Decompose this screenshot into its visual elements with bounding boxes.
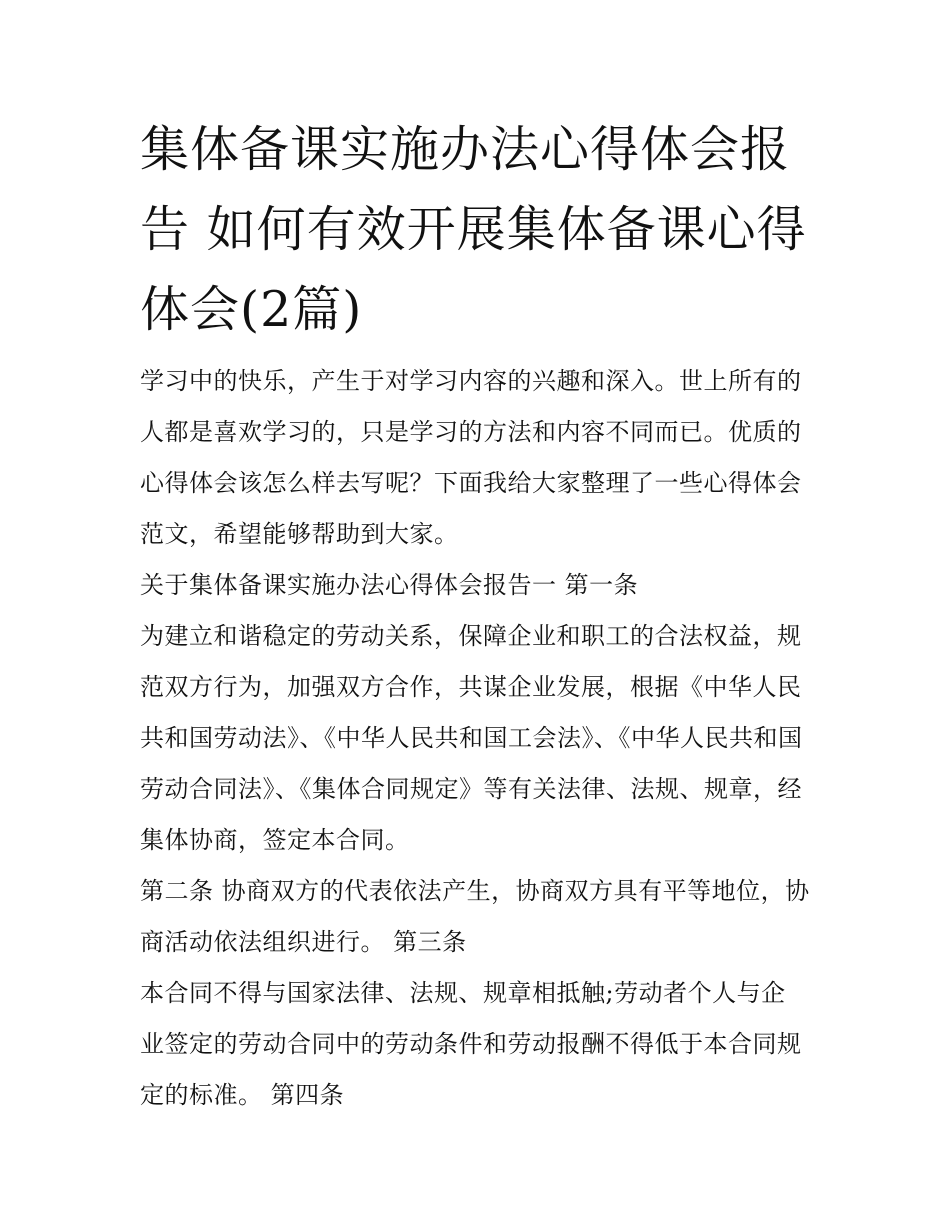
document-body (140, 110, 810, 1121)
paragraph-article-2: 第二条 协商双方的代表依法产生，协商双方具有平等地位，协商活动依法组织进行。 第三条 (140, 877, 810, 956)
paragraph-intro: 学习中的快乐，产生于对学习内容的兴趣和深入。世上所有的人都是喜欢学习的，只是学习的方法和内容不同而已。优质的心得体会该怎么样去写呢？下面我给大家整理了一些心得体会范文，希望能够帮助到大家。 (140, 367, 802, 548)
paragraph-article-1: 为建立和谐稳定的劳动关系，保障企业和职工的合法权益，规范双方行为，加强双方合作，共谋企业发展，根据《中华人民共和国劳动法》、《中华人民共和国工会法》、《中华人民共和国劳动合同法》、《集体合同规定》等有关法律、法规、规章，经集体协商，签定本合同。 (140, 622, 803, 854)
paragraph-article-3: 本合同不得与国家法律、法规、规章相抵触;劳动者个人与企业签定的劳动合同中的劳动条件和劳动报酬不得低于本合同规定的标准。 第四条 (140, 979, 802, 1109)
paragraph-section-heading: 关于集体备课实施办法心得体会报告一 第一条 (140, 571, 639, 599)
document-title: 集体备课实施办法心得体会报告 如何有效开展集体备课心得体会(2篇) (140, 121, 807, 338)
